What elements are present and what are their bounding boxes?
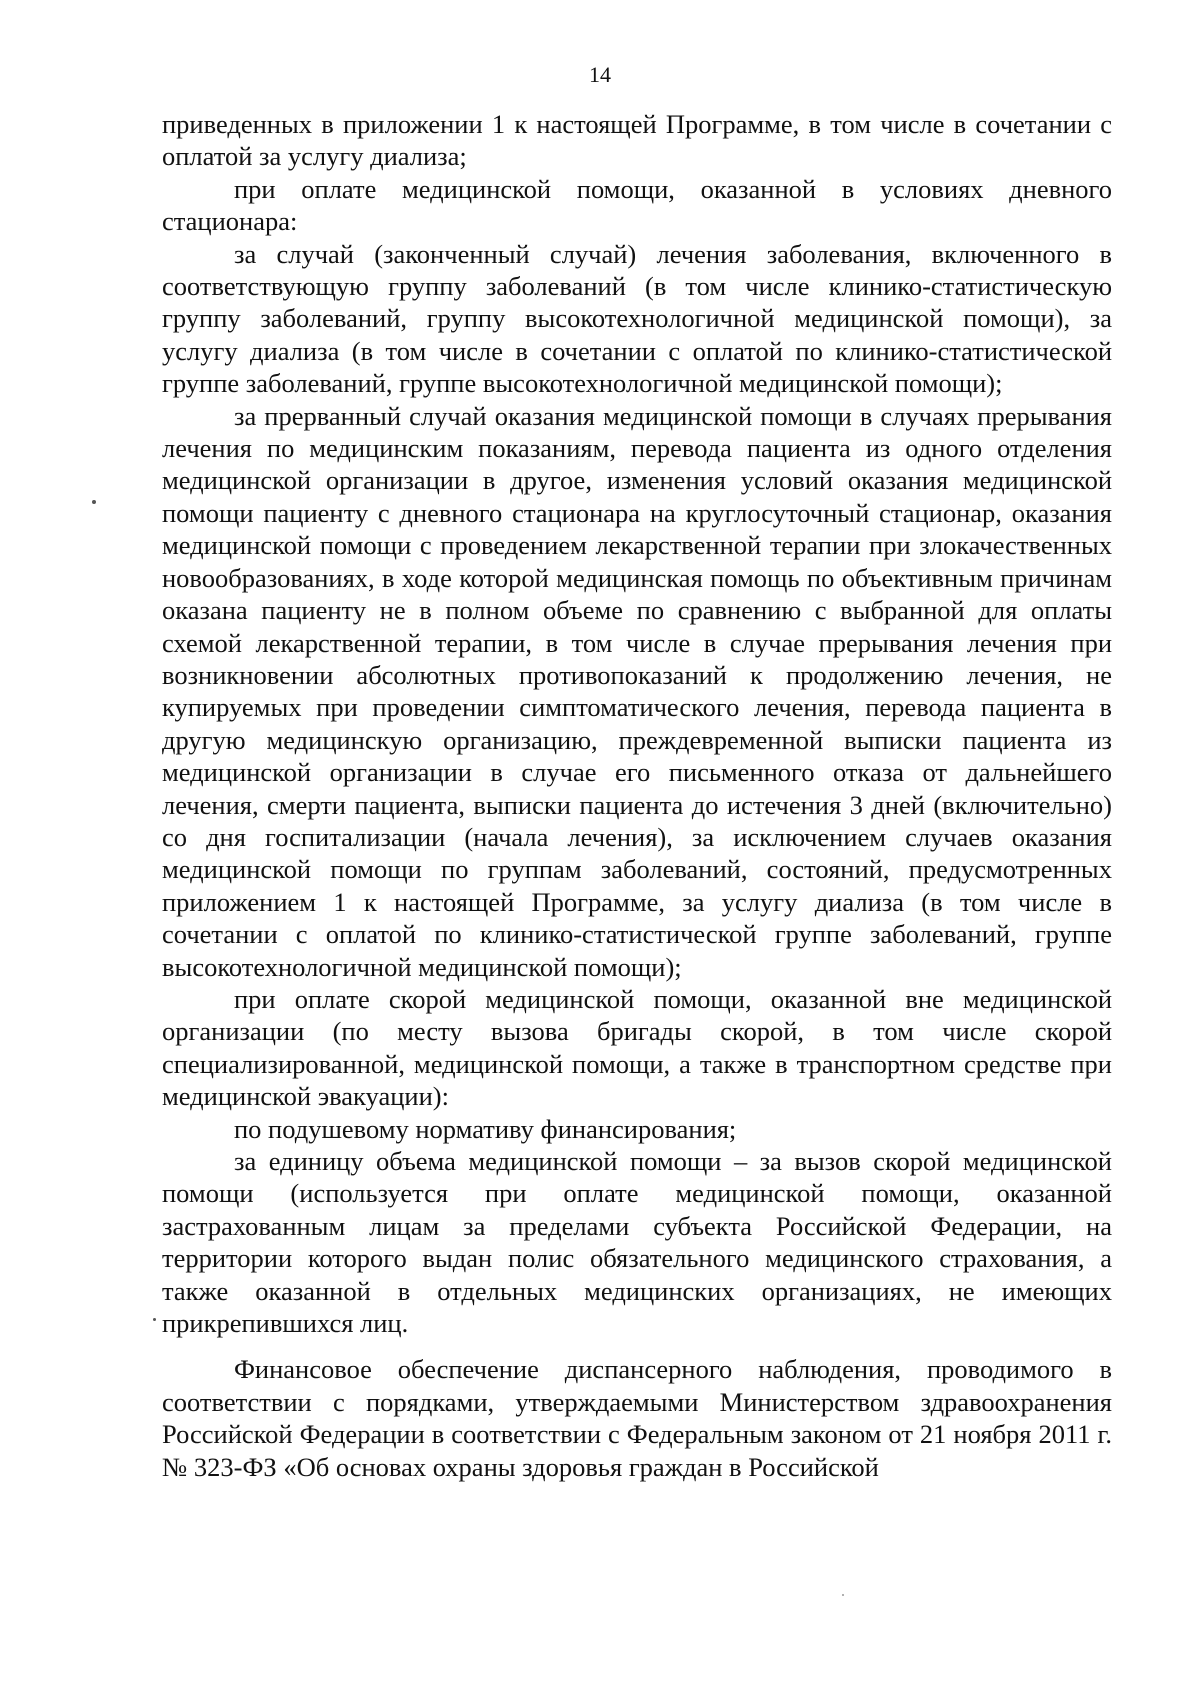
scan-speck — [842, 1594, 844, 1596]
paragraph: Финансовое обеспечение диспансерного наблюдения, проводимого в соответствии с порядками, утверждаемыми Министерством здравоохранения Российской Федерации в соответствии с Федеральным законом от 21 ноября 2011 г. № 323-ФЗ «Об основах охраны здоровья граждан в Российской — [162, 1354, 1112, 1482]
paragraph: по подушевому нормативу финансирования; — [234, 1113, 737, 1144]
paragraph: за единицу объема медицинской помощи – за вызов скорой медицинской помощи (используется при оплате медицинской помощи, оказанной застрахованным лицам за пределами субъекта Российской Федерации, на территории которого выдан полис обязательного медицинского страхования, а также оказанной в отдельных медицинских организациях, не имеющих прикрепившихся лиц. — [162, 1146, 1112, 1339]
scan-speck — [92, 500, 96, 504]
page-number: 14 — [589, 62, 611, 87]
paragraph-spacer — [162, 1339, 1112, 1353]
paragraph: при оплате скорой медицинской помощи, оказанной вне медицинской организации (по месту вызова бригады скорой, в том числе скорой специализированной, медицинской помощи, а также в транспортном средстве при медицинской эвакуации): — [162, 983, 1112, 1112]
paragraph: при оплате медицинской помощи, оказанной в условиях дневного стационара: — [162, 173, 1112, 237]
paragraph: приведенных в приложении 1 к настоящей Программе, в том числе в сочетании с оплатой за услугу диализа; — [162, 109, 1112, 172]
paragraph: за случай (законченный случай) лечения заболевания, включенного в соответствующую группу заболеваний (в том числе клинико-статистическую группу заболеваний, группу высокотехнологичной медицинской помощи), за услугу диализа (в том числе в сочетании с оплатой по клинико-статистической группе заболеваний, группе высокотехнологичной медицинской помощи); — [162, 238, 1112, 399]
scan-speck — [153, 1318, 156, 1321]
document-body — [162, 108, 1112, 1483]
paragraph: за прерванный случай оказания медицинской помощи в случаях прерывания лечения по медицинским показаниям, перевода пациента из одного отделения медицинской организации в другое, изменения условий оказания медицинской помощи пациенту с дневного стационара на круглосуточный стационар, оказания медицинской помощи с проведением лекарственной терапии при злокачественных новообразованиях, в ходе которой медицинская помощь по объективным причинам оказана пациенту не в полном объеме по сравнению с выбранной для оплаты схемой лекарственной терапии, в том числе в случае прерывания лечения при возникновении абсолютных противопоказаний к продолжению лечения, не купируемых при проведении симптоматического лечения, перевода пациента в другую медицинскую организацию, преждевременной выписки пациента из медицинской организации в случае его письменного отказа от дальнейшего лечения, смерти пациента, выписки пациента до истечения 3 дней (включительно) со дня госпитализации (начала лечения), за исключением случаев оказания медицинской помощи по группам заболеваний, состояний, предусмотренных приложением 1 к настоящей Программе, за услугу диализа (в том числе в сочетании с оплатой по клинико-статистической группе заболеваний, группе высокотехнологичной медицинской помощи); — [162, 400, 1112, 982]
